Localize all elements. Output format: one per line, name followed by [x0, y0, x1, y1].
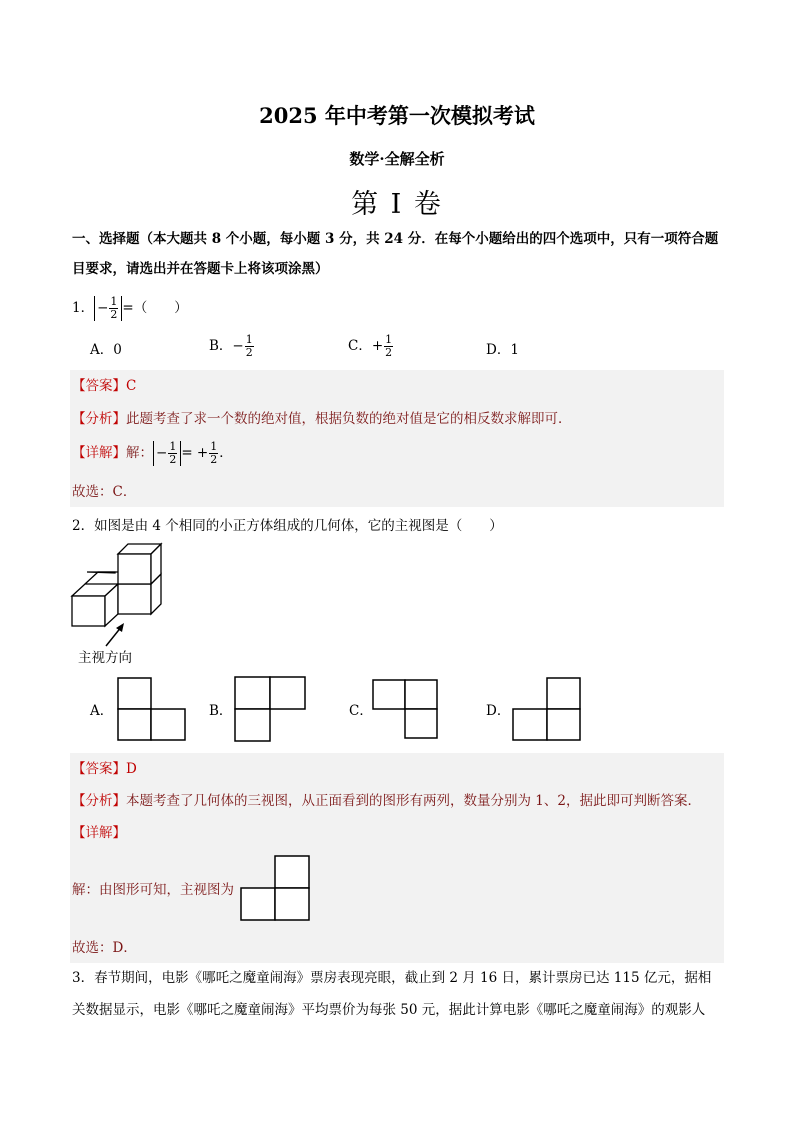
q1-solution-block — [70, 370, 724, 507]
q2-option-c-label: C． — [349, 703, 373, 719]
q2-answer: 【答案】D — [72, 761, 137, 777]
exam-title: 2025 年中考第一次模拟考试 — [259, 103, 535, 128]
volume-heading: 第 I 卷 — [351, 189, 443, 220]
question-1-stem — [72, 296, 188, 321]
q2-solution-block — [70, 753, 724, 963]
q2-detail-text: 解：由图形可知，主视图为 — [72, 882, 234, 898]
q2-option-b-figure — [234, 676, 306, 742]
exam-subtitle: 数学·全解全析 — [349, 150, 445, 168]
q2-front-view-figure — [240, 855, 312, 923]
question-2-stem: 2．如图是由 4 个相同的小正方体组成的几何体，它的主视图是（ ） — [72, 518, 503, 534]
q1-option-a: A．0 — [90, 342, 122, 358]
question-3-line1: 3．春节期间，电影《哪吒之魔童闹海》票房表现亮眼，截止到 2 月 16 日，累计票房已达 115 亿元，据相 — [72, 970, 712, 986]
q2-detail-tag: 【详解】 — [72, 825, 126, 841]
q1-choice: 故选：C． — [72, 484, 137, 500]
view-direction-arrow — [100, 620, 130, 650]
section-instruction-line2: 目要求，请选出并在答题卡上将该项涂黑） — [72, 261, 329, 277]
q2-option-a-figure — [117, 677, 187, 741]
question-blank: =（ ） — [122, 300, 188, 316]
q2-analysis: 【分析】本题考查了几何体的三视图，从正面看到的图形有两列，数量分别为 1、2，据此即可判断答案． — [72, 793, 701, 809]
q1-answer: 【答案】C — [72, 378, 137, 394]
q1-option-c: C．+ $\frac{1}{2}$ — [348, 333, 393, 359]
section-instruction-line1: 一、选择题（本大题共 8 个小题，每小题 3 分，共 24 分．在每个小题给出的四个选项中，只有一项符合题 — [72, 231, 719, 247]
q1-option-d: D．1 — [486, 342, 519, 358]
q2-option-c-figure — [372, 679, 438, 739]
q2-option-d-figure — [512, 677, 582, 741]
question-number: 1． — [72, 300, 95, 316]
q2-option-d-label: D． — [486, 703, 511, 719]
q1-option-b: B．− $\frac{1}{2}$ — [209, 333, 253, 359]
q1-analysis: 【分析】此题考查了求一个数的绝对值，根据负数的绝对值是它的相反数求解即可． — [72, 411, 572, 427]
q2-option-b-label: B． — [209, 703, 233, 719]
q2-choice: 故选：D． — [72, 940, 137, 956]
absolute-value-expression: − $\frac{1}{2}$ — [94, 296, 122, 321]
view-direction-label: 主视方向 — [78, 650, 132, 666]
q1-detail: 【详解】解： − $\frac{1}{2}$ = + $\frac{1}{2}$ ． — [72, 440, 233, 466]
q2-option-a-label: A． — [90, 703, 114, 719]
question-3-line2: 关数据显示，电影《哪吒之魔童闹海》平均票价为每张 50 元，据此计算电影《哪吒之魔童闹海》的观影人 — [72, 1002, 706, 1018]
